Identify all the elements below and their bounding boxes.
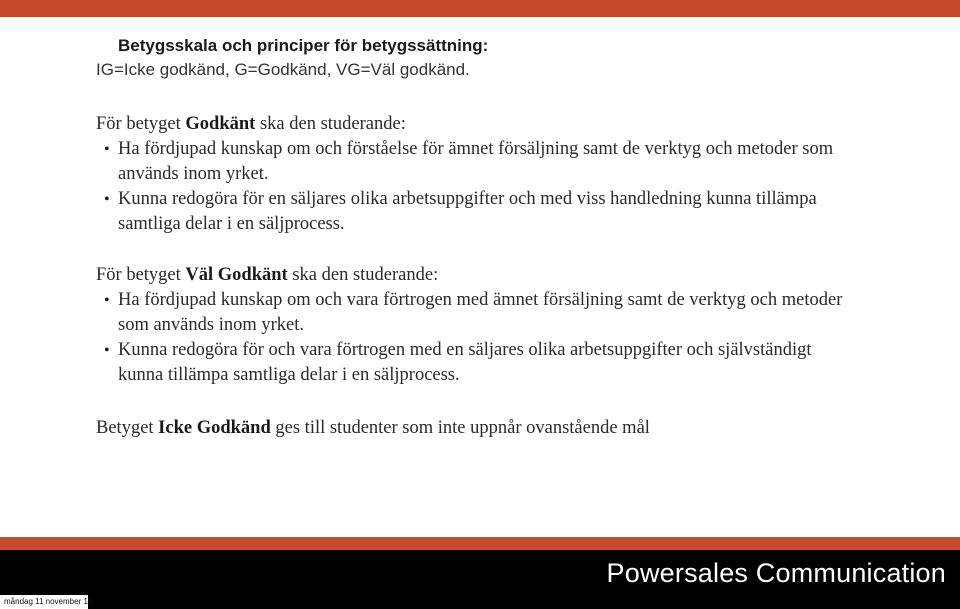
godkant-criteria-list	[96, 137, 856, 237]
slide-content	[96, 34, 856, 441]
grading-scale: IG=Icke godkänd, G=Godkänd, VG=Väl godkänd.	[96, 60, 470, 79]
list-item: • Kunna redogöra för och vara förtrogen med en säljares olika arbetsuppgifter och självständigt kunna tillämpa samtliga delar i en säljprocess.	[104, 340, 812, 385]
brand-name: Powersales Communication	[606, 558, 946, 588]
val-godkant-intro: För betyget Väl Godkänt ska den studerande:	[96, 265, 439, 285]
bullet-icon: •	[104, 342, 110, 359]
val-godkant-criteria-list	[96, 288, 856, 388]
bullet-icon: •	[104, 292, 110, 309]
bullet-icon: •	[104, 191, 110, 208]
top-accent-bar	[0, 0, 960, 17]
list-item: • Ha fördjupad kunskap om och förståelse för ämnet försäljning samt de verktyg och metoder som används inom yrket.	[104, 139, 834, 184]
list-item: • Kunna redogöra för en säljares olika arbetsuppgifter och med viss handledning kunna tillämpa samtliga delar i en säljprocess.	[104, 189, 817, 234]
footer-band	[0, 550, 960, 609]
list-item: • Ha fördjupad kunskap om och vara förtrogen med ämnet försäljning samt de verktyg och metoder som används inom yrket.	[104, 290, 843, 335]
date-stamp: måndag 11 november 13	[0, 595, 88, 609]
godkant-intro: För betyget Godkänt ska den studerande:	[96, 114, 406, 134]
bullet-icon: •	[104, 141, 110, 158]
icke-godkand-statement: Betyget Icke Godkänd ges till studenter som inte uppnår ovanstående mål	[96, 418, 650, 438]
grading-title: Betygsskala och principer för betygssättning:	[118, 36, 489, 55]
bottom-accent-bar	[0, 537, 960, 550]
